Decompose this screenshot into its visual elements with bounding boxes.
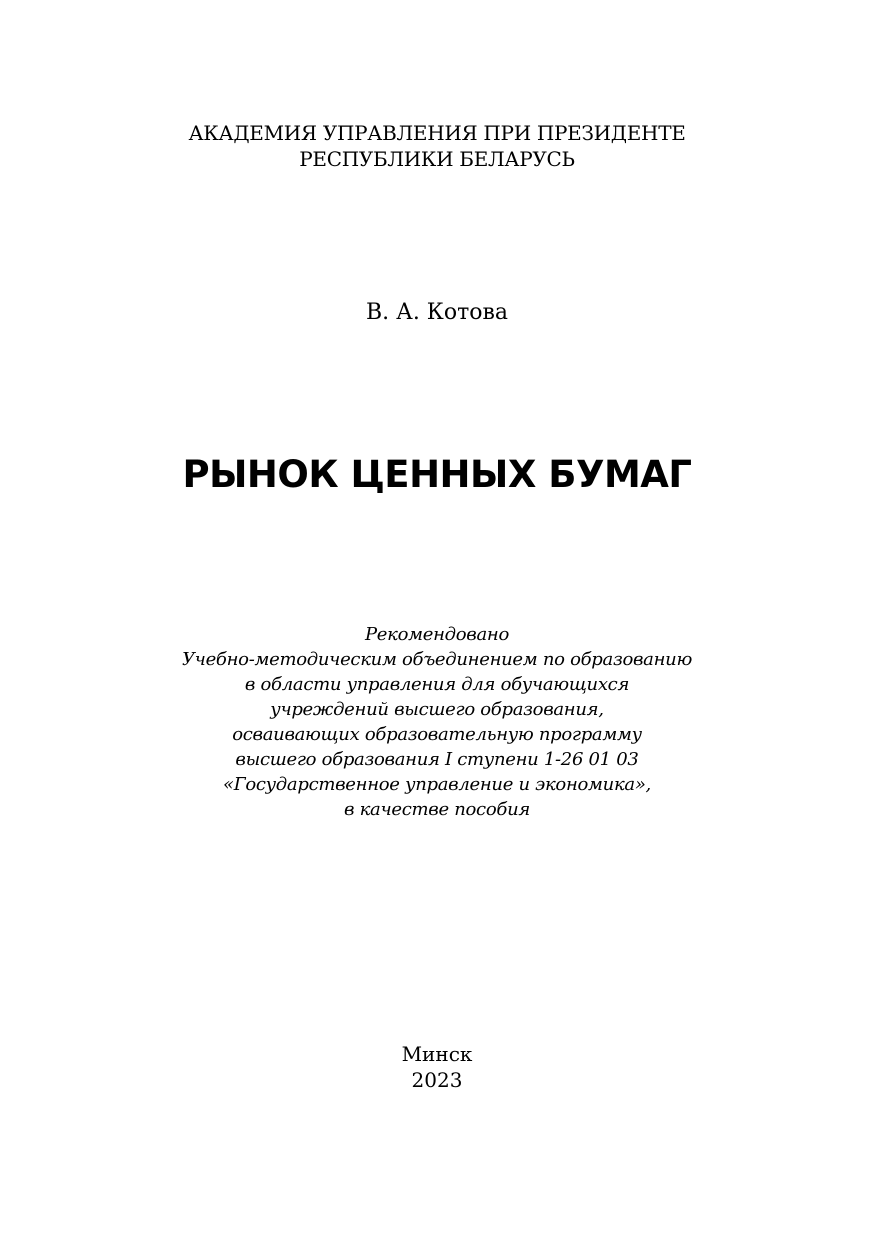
approval-line: «Государственное управление и экономика», xyxy=(223,774,651,795)
approval-line: Учебно-методическим объединением по образованию xyxy=(181,649,693,670)
author-name: В. А. Котова xyxy=(366,300,508,325)
institution-name-line-2: РЕСПУБЛИКИ БЕЛАРУСЬ xyxy=(299,147,575,171)
imprint-city: Минск xyxy=(401,1042,473,1066)
institution-name-line-1: АКАДЕМИЯ УПРАВЛЕНИЯ ПРИ ПРЕЗИДЕНТЕ xyxy=(188,121,686,145)
book-title: РЫНОК ЦЕННЫХ БУМАГ xyxy=(182,453,692,496)
approval-line: высшего образования I ступени 1-26 01 03 xyxy=(235,749,639,770)
approval-line: учреждений высшего образования, xyxy=(270,699,604,720)
approval-line: в области управления для обучающихся xyxy=(244,674,630,695)
imprint-year: 2023 xyxy=(411,1068,463,1092)
approval-line: в качестве пособия xyxy=(344,799,530,820)
approval-line: Рекомендовано xyxy=(364,624,510,645)
approval-line: осваивающих образовательную программу xyxy=(232,724,642,745)
